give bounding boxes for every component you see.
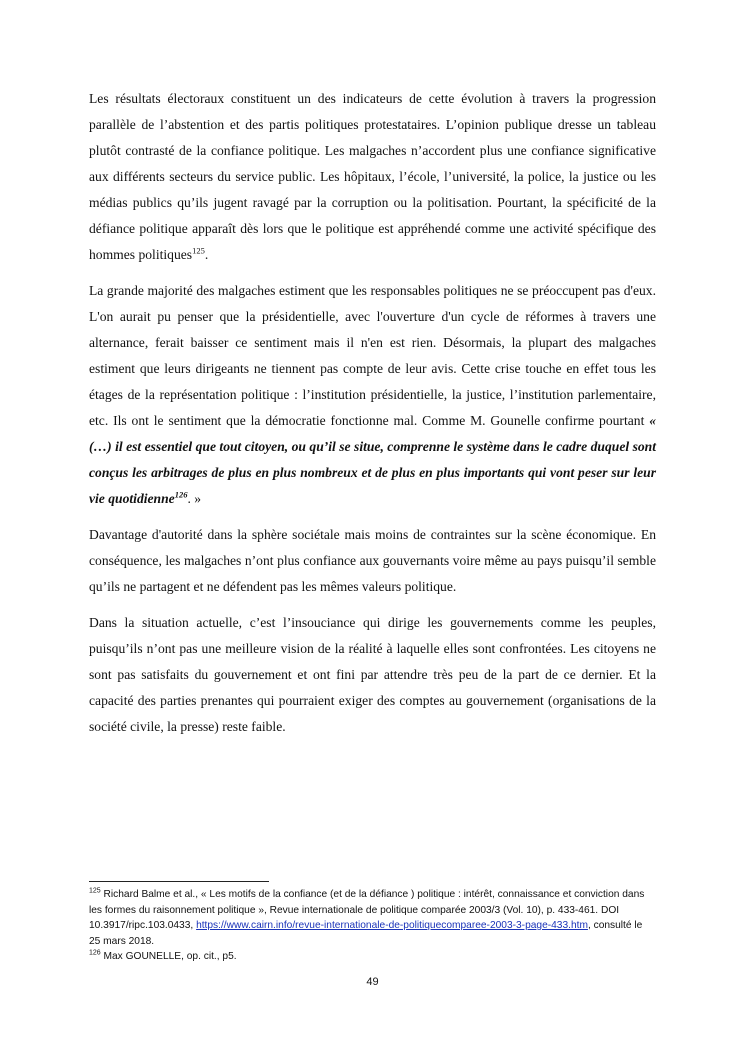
footnote-ref-126[interactable]: 126 (174, 489, 188, 500)
footnote-126 (89, 949, 656, 965)
paragraph-2-end: . » (187, 491, 202, 506)
page-number: 49 (366, 976, 379, 988)
cairn-link[interactable]: https://www.cairn.info/revue-internationale-de-politiquecomparee-2003-3-page-433.htm (196, 920, 588, 931)
paragraph-1 (89, 86, 656, 268)
footnote-125 (89, 887, 656, 949)
footnote-ref-125[interactable]: 125 (192, 245, 205, 256)
paragraph-1-text: Les résultats électoraux constituent un des indicateurs de cette évolution à travers la progression parallèle de l’abstention et des partis politiques protestataires. L’opinion publique dresse un tableau plutôt contrasté de la confiance politique. Les malgaches n’accordent plus une confiance significative aux différents secteurs du service public. Les hôpitaux, l’école, l’université, la police, la justice ou les médias publics qu’ils jugent ravagé par la corruption ou la politisation. Pourtant, la spécificité de la défiance politique apparaît dès lors que le politique est appréhendé comme une activité spécifique des hommes politiques (89, 91, 656, 262)
paragraph-4: Dans la situation actuelle, c’est l’insouciance qui dirige les gouvernements comme les peuples, puisqu’ils n’ont pas une meilleure vision de la réalité à laquelle elles sont confrontées. Les citoyens ne sont pas satisfaits du gouvernement et ont fini par attendre très peu de la part de ce dernier. Et la capacité des parties prenantes qui pourraient exiger des comptes au gouvernement (organisations de la société civile, la presse) reste faible. (89, 615, 656, 734)
paragraph-2-text: La grande majorité des malgaches estiment que les responsables politiques ne se préoccupent pas d'eux. L'on aurait pu penser que la présidentielle, avec l'ouverture d'un cycle de réformes à travers une alternance, ferait baisser ce sentiment mais il n'en est rien. Désormais, la plupart des malgaches estiment que leurs dirigeants ne tiennent pas compte de leur avis. Cette crise touche en effet tous les étages de la représentation politique : l’institution présidentielle, la justice, l’institution parlementaire, etc. Ils ont le sentiment que la démocratie fonctionne mal. Comme M. Gounelle confirme pourtant (89, 283, 656, 428)
footnotes (89, 887, 656, 965)
footnote-number: 125 (89, 887, 101, 895)
footnote-text-after: , consulté le 25 mars 2018. (89, 920, 643, 947)
gounelle-quote-text: « (…) il est essentiel que tout citoyen, ou qu’il se situe, comprenne le système dans le cadre duquel sont conçus les arbitrages de plus en plus nombreux et de plus en plus importants qui vont peser sur leur vie quotidienne (89, 413, 656, 506)
document-body (89, 86, 656, 750)
footnote-number: 126 (89, 949, 101, 957)
paragraph-1-end: . (204, 247, 209, 262)
footnote-separator (89, 881, 269, 882)
footnote-text: Max GOUNELLE, op. cit., p5. (100, 951, 237, 962)
footnote-text: Richard Balme et al., « Les motifs de la confiance (et de la défiance ) politique : intérêt, connaissance et conviction dans les formes du raisonnement politique », Revue internationale de politique comparée 2003/3 (Vol. 10), p. 433-461. DOI 10.3917/ripc.103.0433, (89, 889, 645, 931)
paragraph-3: Davantage d'autorité dans la sphère sociétale mais moins de contraintes sur la scène économique. En conséquence, les malgaches n’ont plus confiance aux gouvernants voire même au pays puisqu’il semble qu’ils ne partagent et ne défendent pas les mêmes valeurs politique. (89, 527, 656, 594)
paragraph-2 (89, 278, 656, 512)
